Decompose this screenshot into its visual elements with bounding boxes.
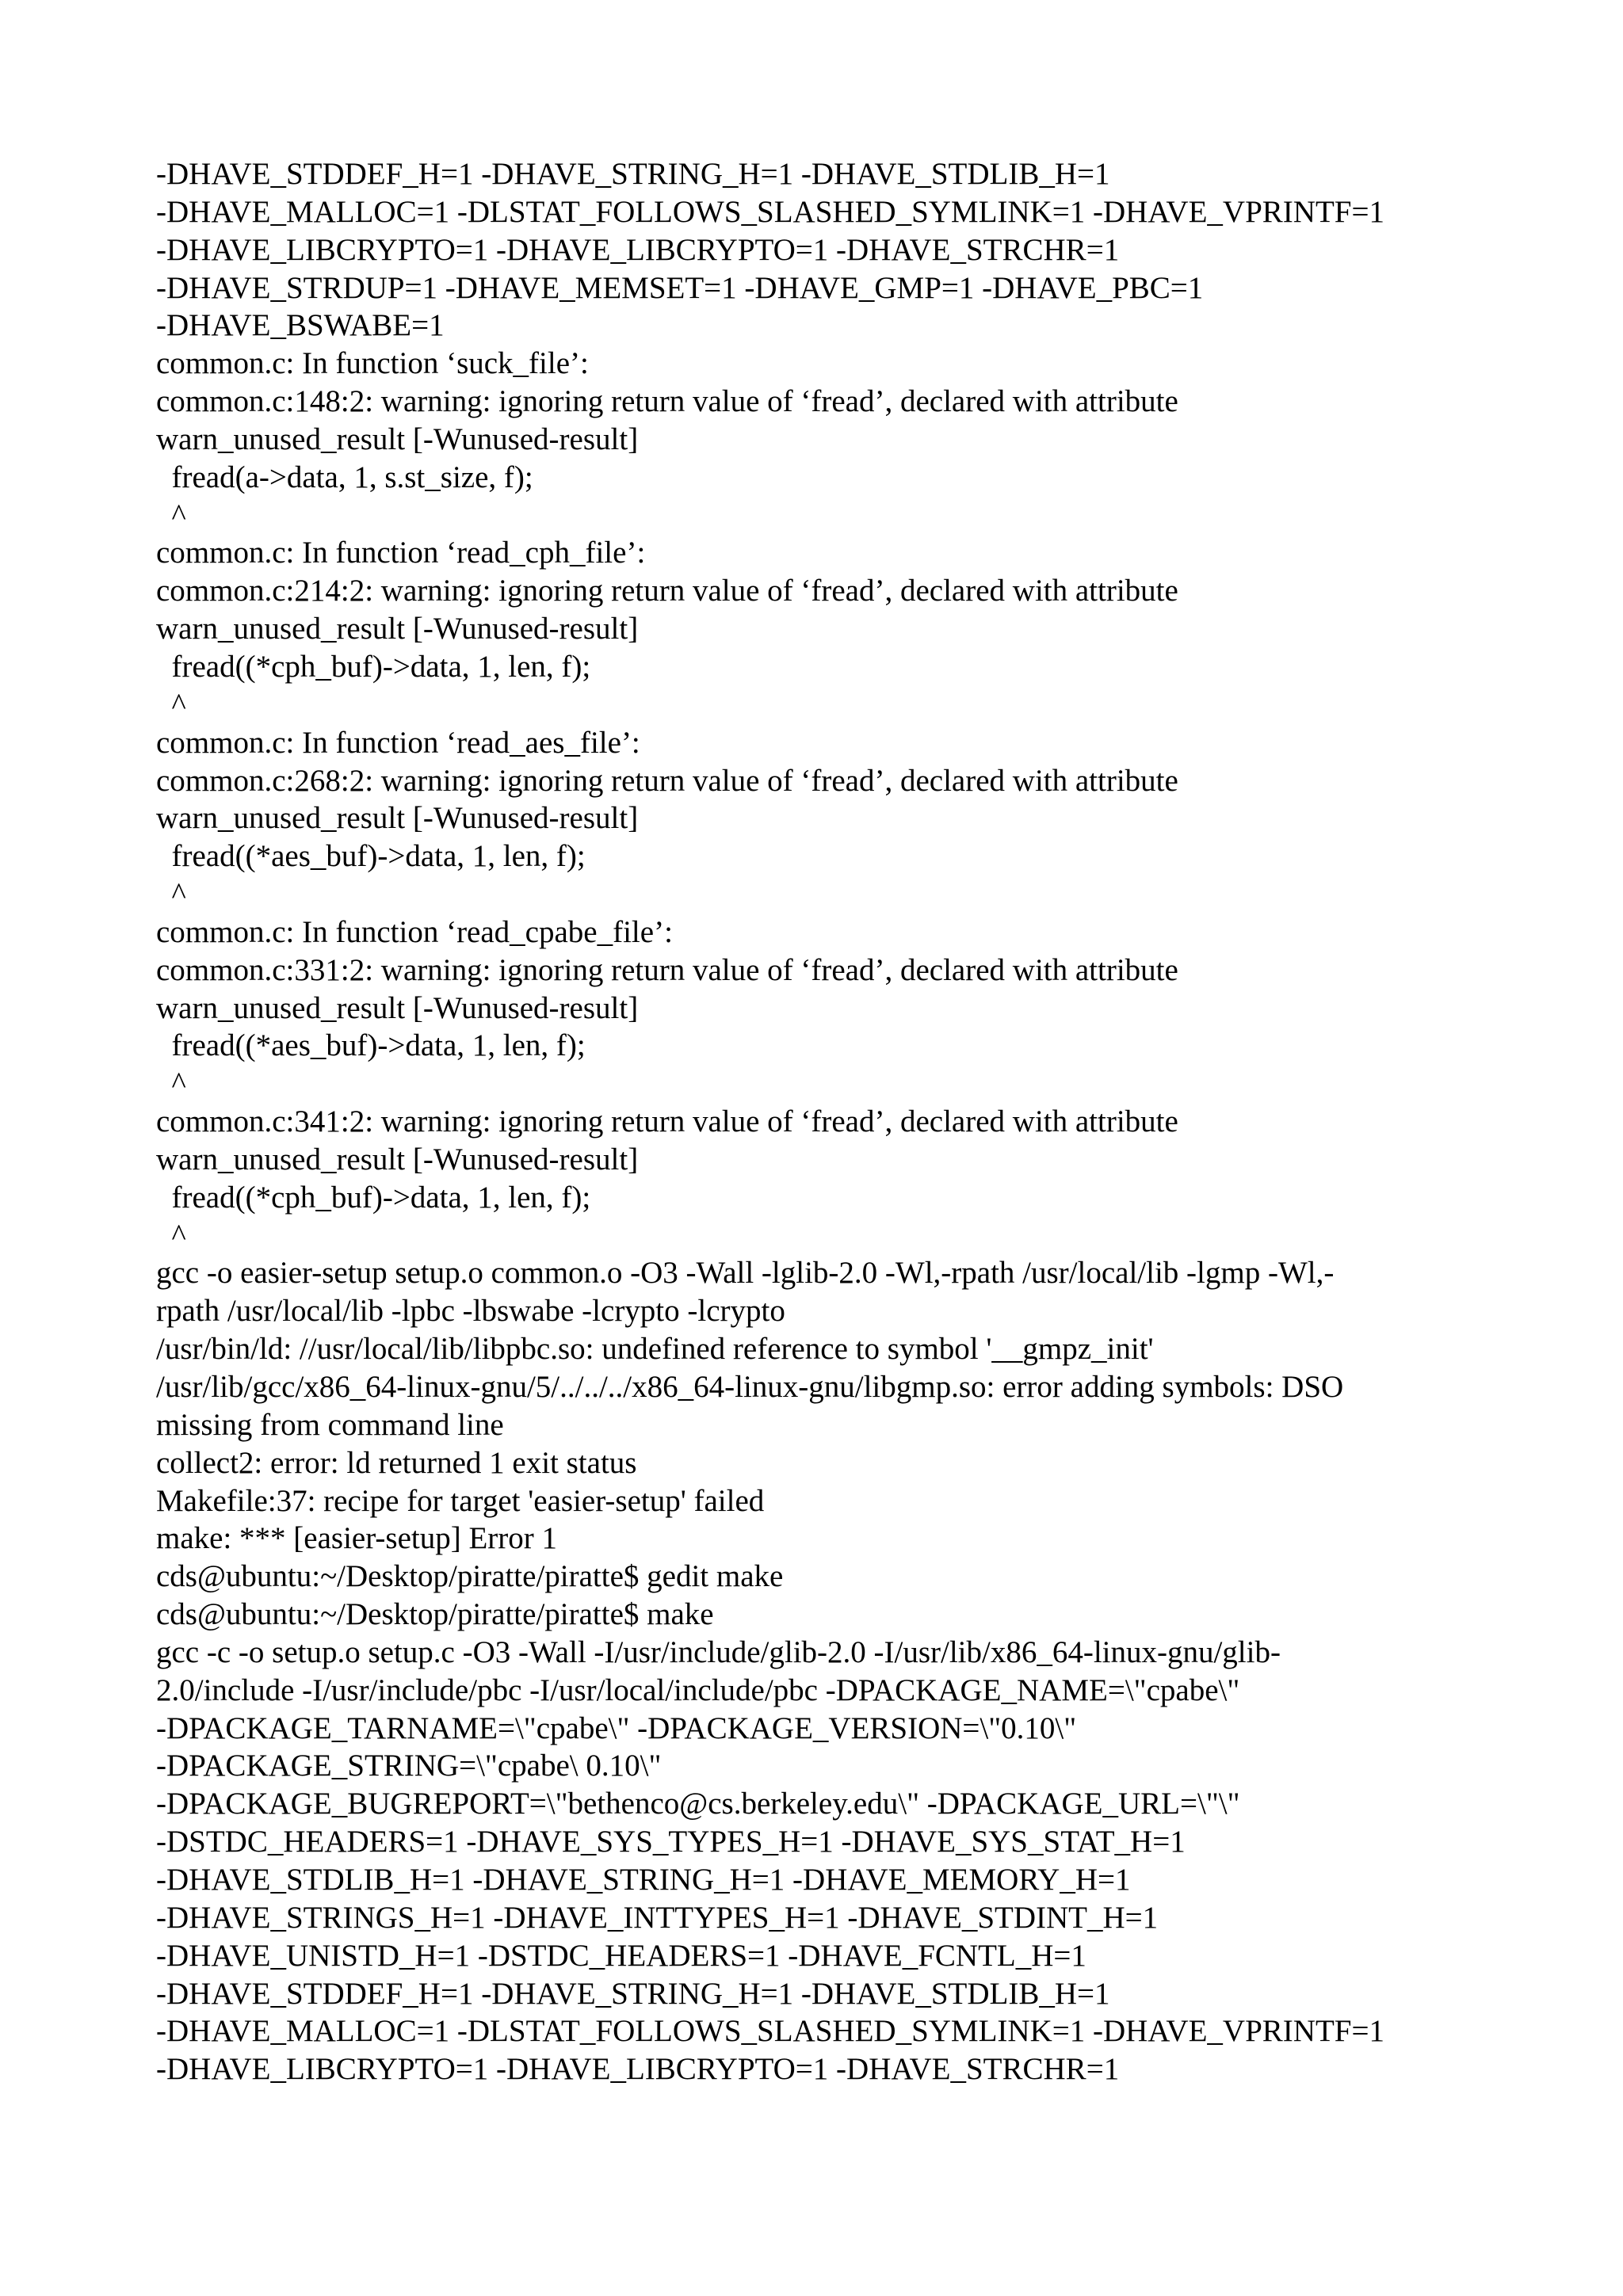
log-line: fread((*cph_buf)->data, 1, len, f); <box>156 649 591 684</box>
log-line: common.c:148:2: warning: ignoring return value of ‘fread’, declared with attribute <box>156 384 1178 419</box>
log-line: fread((*cph_buf)->data, 1, len, f); <box>156 1180 591 1215</box>
log-line: -DHAVE_STRDUP=1 -DHAVE_MEMSET=1 -DHAVE_GMP=1 -DHAVE_PBC=1 <box>156 270 1204 305</box>
log-line: ^ <box>156 498 186 532</box>
log-line: -DSTDC_HEADERS=1 -DHAVE_SYS_TYPES_H=1 -DHAVE_SYS_STAT_H=1 <box>156 1825 1186 1859</box>
log-line: -DHAVE_UNISTD_H=1 -DSTDC_HEADERS=1 -DHAVE_FCNTL_H=1 <box>156 1938 1086 1973</box>
log-line: warn_unused_result [-Wunused-result] <box>156 801 639 836</box>
log-line: -DHAVE_STDDEF_H=1 -DHAVE_STRING_H=1 -DHAVE_STDLIB_H=1 <box>156 157 1110 191</box>
log-line: common.c: In function ‘read_aes_file’: <box>156 725 640 760</box>
log-line: -DHAVE_STDLIB_H=1 -DHAVE_STRING_H=1 -DHAVE_MEMORY_H=1 <box>156 1862 1131 1897</box>
log-line: cds@ubuntu:~/Desktop/piratte/piratte$ gedit make <box>156 1559 784 1594</box>
log-line: common.c: In function ‘suck_file’: <box>156 346 589 381</box>
log-line: fread((*aes_buf)->data, 1, len, f); <box>156 1028 586 1063</box>
log-line: make: *** [easier-setup] Error 1 <box>156 1521 558 1556</box>
log-line: common.c:331:2: warning: ignoring return value of ‘fread’, declared with attribute <box>156 952 1178 987</box>
log-line: -DHAVE_LIBCRYPTO=1 -DHAVE_LIBCRYPTO=1 -DHAVE_STRCHR=1 <box>156 2052 1120 2087</box>
log-line: missing from command line <box>156 1407 504 1442</box>
log-line: -DHAVE_MALLOC=1 -DLSTAT_FOLLOWS_SLASHED_SYMLINK=1 -DHAVE_VPRINTF=1 <box>156 194 1384 229</box>
log-line: common.c: In function ‘read_cpabe_file’: <box>156 914 673 949</box>
log-line: -DPACKAGE_TARNAME=\"cpabe\" -DPACKAGE_VERSION=\"0.10\" <box>156 1711 1077 1745</box>
log-line: fread(a->data, 1, s.st_size, f); <box>156 460 533 494</box>
log-line: common.c:341:2: warning: ignoring return value of ‘fread’, declared with attribute <box>156 1104 1178 1139</box>
log-line: gcc -o easier-setup setup.o common.o -O3 -Wall -lglib-2.0 -Wl,-rpath /usr/local/lib -lgmp -Wl,- <box>156 1256 1335 1291</box>
log-line: -DHAVE_STRINGS_H=1 -DHAVE_INTTYPES_H=1 -DHAVE_STDINT_H=1 <box>156 1900 1159 1935</box>
log-line: gcc -c -o setup.o setup.c -O3 -Wall -I/usr/include/glib-2.0 -I/usr/lib/x86_64-linux-gnu/glib- <box>156 1634 1281 1669</box>
log-line: -DHAVE_STDDEF_H=1 -DHAVE_STRING_H=1 -DHAVE_STDLIB_H=1 <box>156 1976 1110 2011</box>
log-line: -DPACKAGE_STRING=\"cpabe\ 0.10\" <box>156 1749 662 1783</box>
log-line: 2.0/include -I/usr/include/pbc -I/usr/local/include/pbc -DPACKAGE_NAME=\"cpabe\" <box>156 1672 1240 1707</box>
log-line: common.c:214:2: warning: ignoring return value of ‘fread’, declared with attribute <box>156 574 1178 608</box>
log-line: Makefile:37: recipe for target 'easier-setup' failed <box>156 1483 765 1518</box>
log-line: common.c: In function ‘read_cph_file’: <box>156 536 646 570</box>
log-line: cds@ubuntu:~/Desktop/piratte/piratte$ make <box>156 1597 714 1632</box>
log-line: -DHAVE_LIBCRYPTO=1 -DHAVE_LIBCRYPTO=1 -DHAVE_STRCHR=1 <box>156 232 1120 267</box>
log-line: collect2: error: ld returned 1 exit status <box>156 1445 637 1480</box>
log-line: -DHAVE_BSWABE=1 <box>156 308 445 343</box>
log-line: -DHAVE_MALLOC=1 -DLSTAT_FOLLOWS_SLASHED_SYMLINK=1 -DHAVE_VPRINTF=1 <box>156 2014 1384 2049</box>
log-line: fread((*aes_buf)->data, 1, len, f); <box>156 839 586 874</box>
log-line: common.c:268:2: warning: ignoring return value of ‘fread’, declared with attribute <box>156 763 1178 798</box>
log-line: /usr/bin/ld: //usr/local/lib/libpbc.so: undefined reference to symbol '__gmpz_init' <box>156 1332 1154 1367</box>
log-line: ^ <box>156 877 186 912</box>
log-line: warn_unused_result [-Wunused-result] <box>156 612 639 646</box>
log-line: warn_unused_result [-Wunused-result] <box>156 1142 639 1177</box>
log-line: ^ <box>156 1218 186 1253</box>
log-line: warn_unused_result [-Wunused-result] <box>156 990 639 1025</box>
log-line: warn_unused_result [-Wunused-result] <box>156 421 639 456</box>
log-line: -DPACKAGE_BUGREPORT=\"bethenco@cs.berkeley.edu\" -DPACKAGE_URL=\"\" <box>156 1787 1240 1821</box>
log-line: ^ <box>156 687 186 722</box>
build-log-text <box>156 155 1503 2088</box>
log-line: rpath /usr/local/lib -lpbc -lbswabe -lcrypto -lcrypto <box>156 1294 785 1329</box>
log-line: ^ <box>156 1066 186 1101</box>
log-line: /usr/lib/gcc/x86_64-linux-gnu/5/../../../x86_64-linux-gnu/libgmp.so: error adding symbols: DSO <box>156 1370 1344 1404</box>
